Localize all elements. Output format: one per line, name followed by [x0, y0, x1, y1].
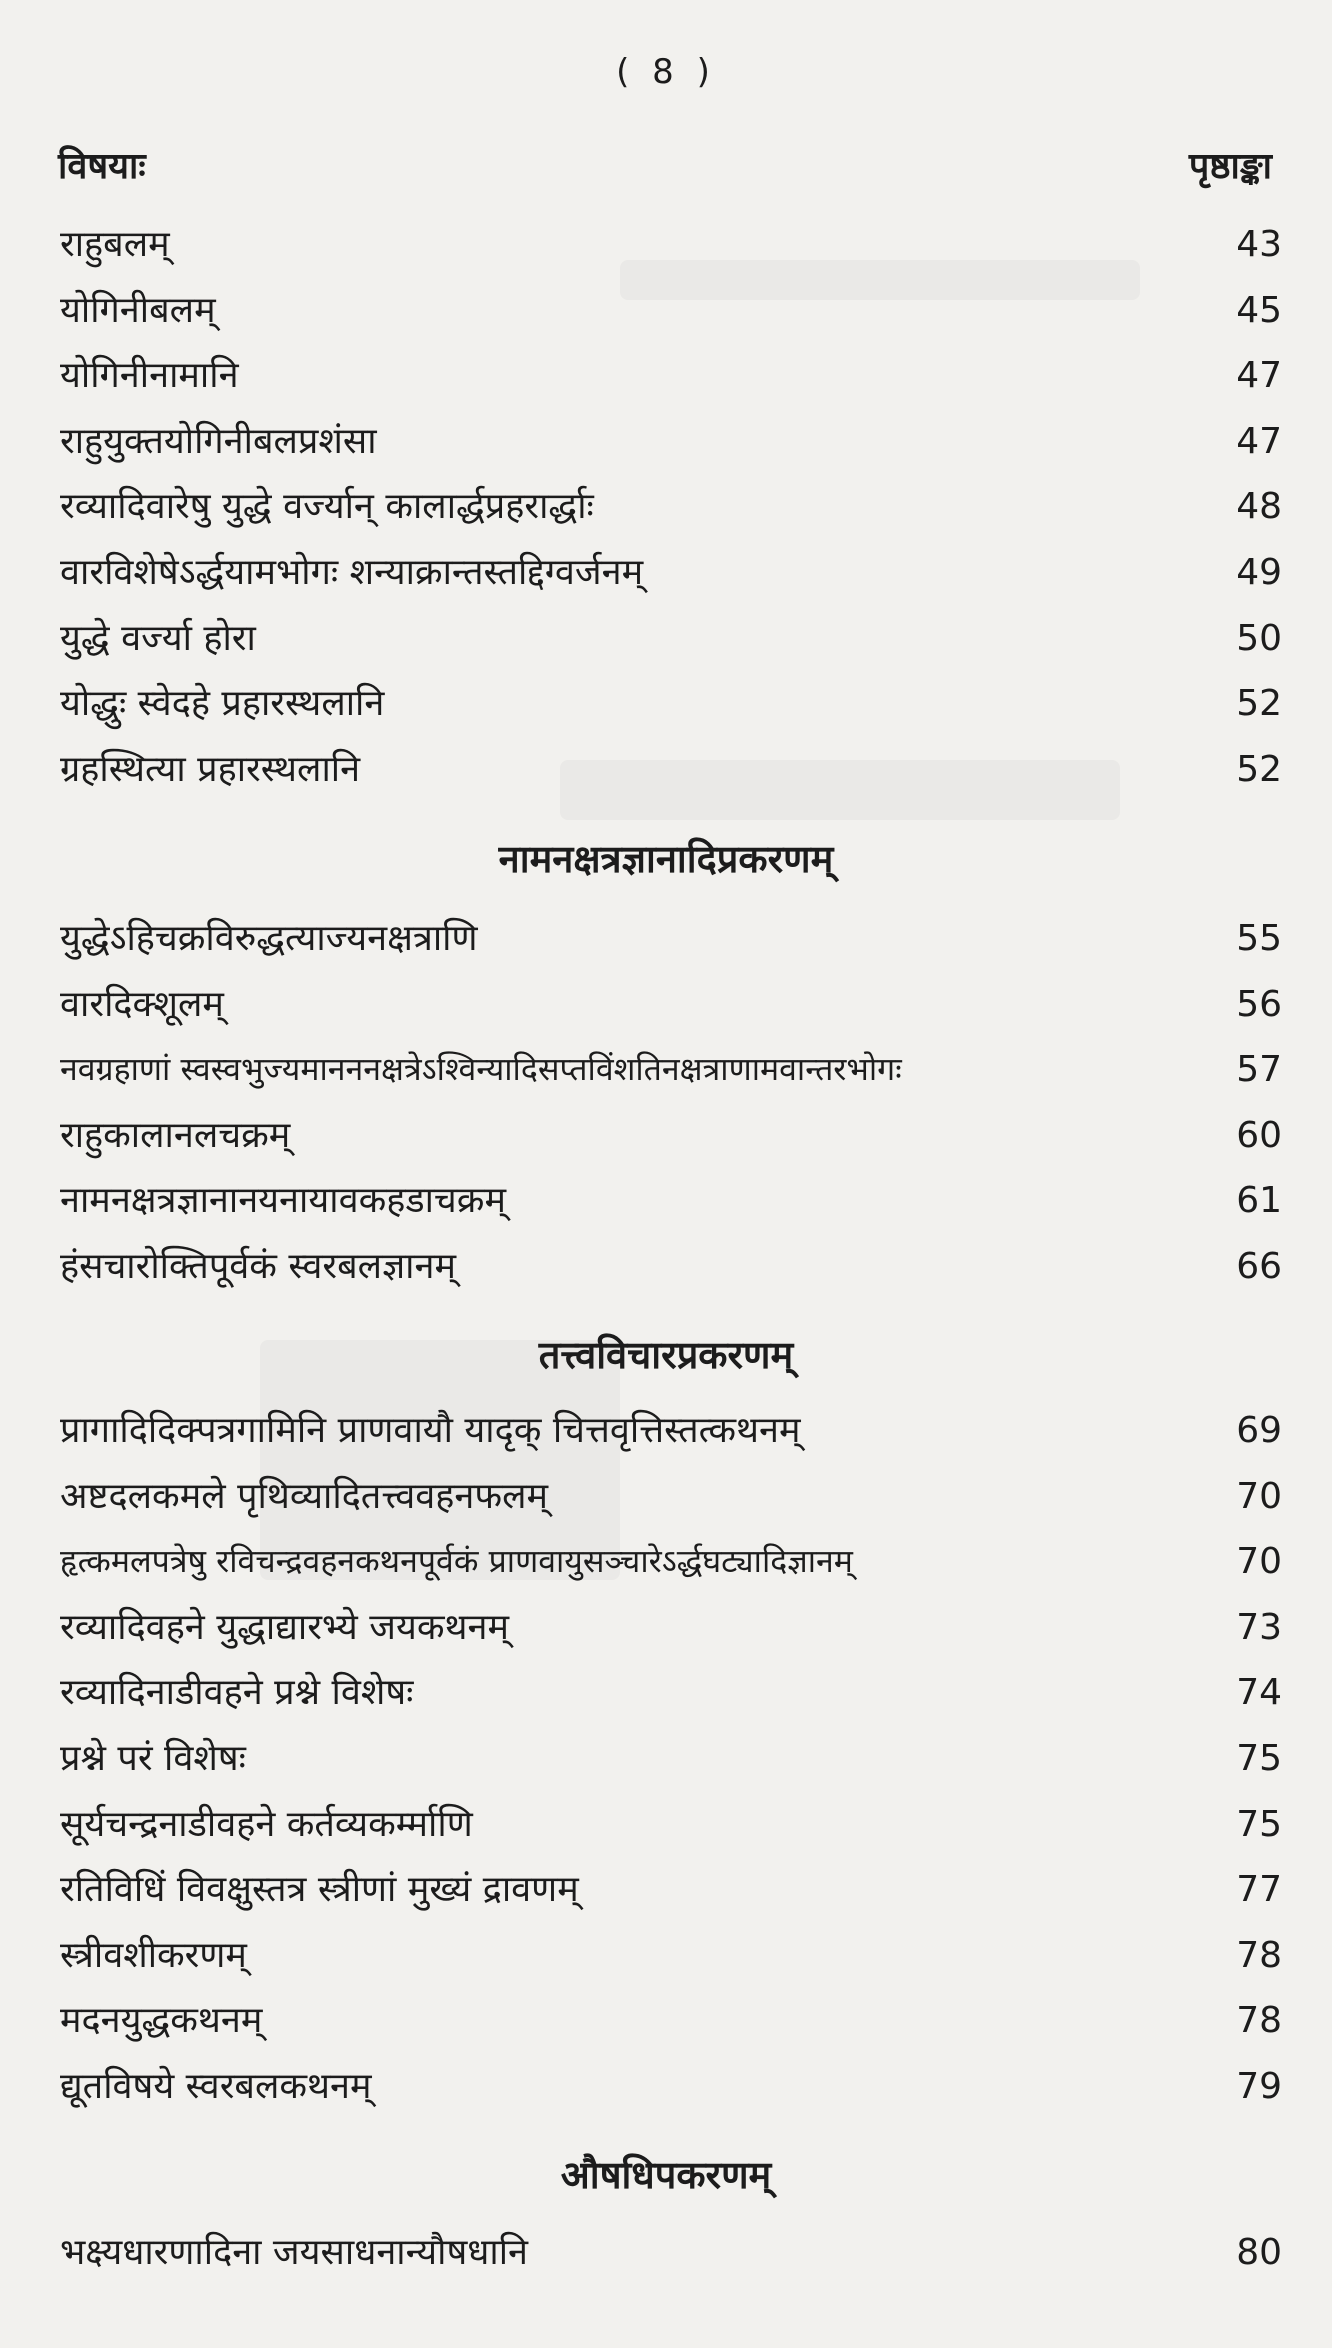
entry-title: मदनयुद्धकथनम् — [60, 2000, 263, 2042]
entry-title: अष्टदलकमले पृथिव्यादितत्त्ववहनफलम् — [60, 1475, 549, 1517]
toc-entry — [60, 671, 1282, 737]
toc-entry — [60, 906, 1282, 972]
entry-title: नवग्रहाणां स्वस्वभुज्यमानननक्षत्रेऽश्विन्यादिसप्तविंशतिनक्षत्राणामवान्तरभोगः — [60, 1050, 902, 1089]
toc-entry — [60, 1988, 1282, 2054]
toc-entry — [60, 1037, 1282, 1103]
entry-page: 77 — [1236, 1869, 1282, 1911]
entry-page: 55 — [1236, 918, 1282, 959]
entry-page: 78 — [1236, 2000, 1282, 2042]
toc-entry — [60, 540, 1282, 606]
entry-title: वारदिक्शूलम् — [60, 983, 224, 1025]
toc-group — [60, 2220, 1282, 2286]
entry-title: राहुकालानलचक्रम् — [60, 1114, 291, 1156]
entry-page: 80 — [1236, 2232, 1282, 2273]
entry-title: रव्यादिवारेषु युद्धे वर्ज्यान् कालार्द्धप्रहरार्द्धाः — [60, 486, 594, 528]
entry-page: 75 — [1236, 1803, 1282, 1845]
toc-entry — [60, 278, 1282, 344]
entry-page: 69 — [1236, 1410, 1282, 1451]
toc-entry — [60, 343, 1282, 409]
entry-title: हृत्कमलपत्रेषु रविचन्द्रवहनकथनपूर्वकं प्राणवायुसञ्चारेऽर्द्धघट्यादिज्ञानम् — [60, 1542, 853, 1581]
section-heading: औषधिपकरणम् — [560, 2153, 772, 2197]
toc-entry — [60, 1792, 1282, 1858]
entry-page: 61 — [1236, 1180, 1282, 1222]
entry-page: 60 — [1236, 1114, 1282, 1156]
entry-page: 74 — [1236, 1672, 1282, 1714]
toc-entry — [60, 606, 1282, 672]
toc-entry — [60, 1464, 1282, 1530]
header-subjects: विषयाः — [58, 146, 146, 187]
toc-group — [60, 1398, 1282, 2120]
entry-page: 57 — [1236, 1049, 1282, 1091]
toc-group — [60, 906, 1282, 1300]
entry-page: 70 — [1236, 1541, 1282, 1583]
entry-title: राहुबलम् — [60, 224, 170, 265]
entry-title: योद्धुः स्वेदहे प्रहारस्थलानि — [60, 683, 385, 725]
entry-page: 48 — [1236, 486, 1282, 528]
toc-entry — [60, 2220, 1282, 2286]
toc-entry — [60, 474, 1282, 540]
entry-page: 78 — [1236, 1934, 1282, 1976]
entry-title: भक्ष्यधारणादिना जयसाधनान्यौषधानि — [60, 2232, 529, 2273]
entry-title: द्यूतविषये स्वरबलकथनम् — [60, 2065, 372, 2107]
toc-header — [58, 140, 1272, 190]
entry-title: हंसचारोक्तिपूर्वकं स्वरबलज्ञानम् — [60, 1245, 456, 1287]
toc-entry — [60, 1923, 1282, 1989]
entry-page: 49 — [1236, 551, 1282, 593]
section-heading: नामनक्षत्रज्ञानादिप्रकरणम् — [498, 837, 834, 881]
entry-title: राहुयुक्तयोगिनीबलप्रशंसा — [60, 420, 377, 462]
entry-page: 56 — [1236, 983, 1282, 1025]
section-heading: तत्त्वविचारप्रकरणम् — [538, 1333, 794, 1377]
entry-page: 66 — [1236, 1245, 1282, 1287]
toc-entry — [60, 1660, 1282, 1726]
entry-page: 73 — [1236, 1606, 1282, 1648]
toc-entry — [60, 1857, 1282, 1923]
toc-group — [60, 212, 1282, 802]
header-page-numbers: पृष्ठाङ्का — [1188, 146, 1272, 187]
page-number: ( 8 ) — [616, 52, 716, 92]
entry-page: 50 — [1236, 617, 1282, 659]
entry-title: स्त्रीवशीकरणम् — [60, 1934, 247, 1976]
toc-entry — [60, 1168, 1282, 1234]
toc-entry — [60, 1726, 1282, 1792]
entry-title: प्रश्ने परं विशेषः — [60, 1737, 246, 1779]
entry-title: प्रागादिदिक्पत्रगामिनि प्राणवायौ यादृक् चित्तवृत्तिस्तत्कथनम् — [60, 1410, 801, 1451]
entry-title: ग्रहस्थित्या प्रहारस्थलानि — [60, 748, 361, 790]
entry-title: नामनक्षत्रज्ञानानयनायावकहडाचक्रम् — [60, 1180, 506, 1222]
toc-entry — [60, 972, 1282, 1038]
toc-entry — [60, 1103, 1282, 1169]
toc-entry — [60, 1529, 1282, 1595]
entry-title: युद्धे वर्ज्या होरा — [60, 617, 256, 659]
entry-page: 75 — [1236, 1737, 1282, 1779]
toc-entry — [60, 1234, 1282, 1300]
toc-entry — [60, 212, 1282, 278]
entry-title: युद्धेऽहिचक्रविरुद्धत्याज्यनक्षत्राणि — [60, 918, 478, 959]
entry-page: 45 — [1236, 289, 1282, 331]
entry-title: योगिनीबलम् — [60, 289, 216, 331]
toc-entry — [60, 2054, 1282, 2120]
entry-title: वारविशेषेऽर्द्धयामभोगः शन्याक्रान्तस्तद्दिग्वर्जनम् — [60, 551, 644, 593]
entry-page: 70 — [1236, 1475, 1282, 1517]
entry-title: सूर्यचन्द्रनाडीवहने कर्तव्यकर्म्माणि — [60, 1803, 473, 1845]
entry-page: 79 — [1236, 2065, 1282, 2107]
entry-title: रव्यादिवहने युद्धाद्यारभ्ये जयकथनम् — [60, 1606, 509, 1648]
entry-title: रतिविधिं विवक्षुस्तत्र स्त्रीणां मुख्यं द्रावणम् — [60, 1869, 579, 1911]
entry-page: 47 — [1236, 355, 1282, 397]
toc-entry — [60, 1595, 1282, 1661]
toc-entry — [60, 737, 1282, 803]
entry-page: 43 — [1236, 224, 1282, 265]
entry-title: रव्यादिनाडीवहने प्रश्ने विशेषः — [60, 1672, 414, 1714]
entry-page: 52 — [1236, 683, 1282, 725]
toc-entry — [60, 409, 1282, 475]
entry-page: 47 — [1236, 420, 1282, 462]
toc-entry — [60, 1398, 1282, 1464]
entry-title: योगिनीनामानि — [60, 355, 239, 397]
entry-page: 52 — [1236, 748, 1282, 790]
